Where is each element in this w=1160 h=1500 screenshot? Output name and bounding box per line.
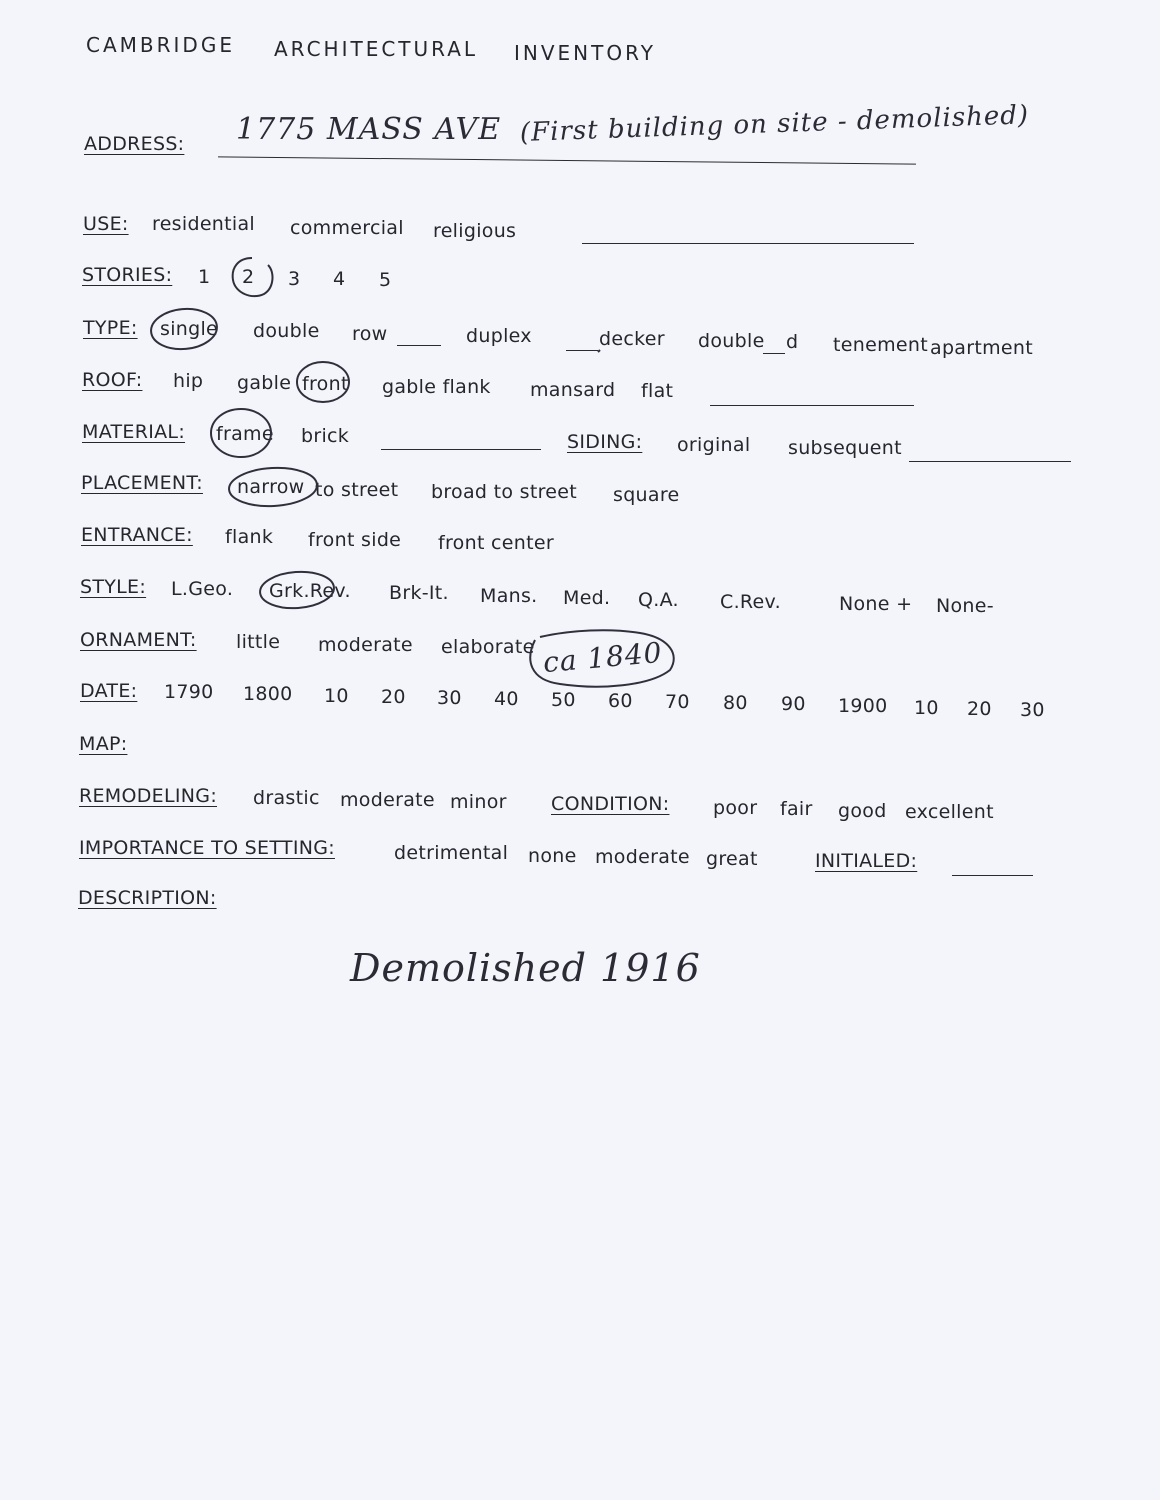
entrance-option-flank: flank — [225, 526, 274, 548]
date-option-1920: 20 — [967, 698, 992, 720]
placement-option-broad-to-street: broad to street — [431, 481, 578, 503]
style-option-none-minus: None- — [936, 595, 994, 617]
date-option-70: 70 — [665, 691, 690, 713]
roof-option-flat: flat — [641, 380, 674, 402]
roof-option-gable-flank: gable flank — [382, 376, 491, 398]
condition-option-fair: fair — [780, 798, 813, 820]
address-label: ADDRESS: — [84, 133, 185, 155]
material-label: MATERIAL: — [82, 421, 186, 443]
type-double-d-line — [763, 353, 785, 354]
form-title-cambridge: CAMBRIDGE — [86, 33, 235, 57]
placement-option-square: square — [613, 484, 680, 506]
style-label: STYLE: — [80, 576, 147, 598]
siding-other-line — [909, 461, 1071, 462]
date-handwritten-value: ca 1840 — [541, 635, 664, 680]
date-option-1910: 10 — [914, 697, 939, 719]
placement-option-to-street: to street — [315, 479, 399, 501]
remodeling-option-drastic: drastic — [253, 787, 320, 809]
type-row-tick-mark — [598, 350, 600, 352]
type-option-decker: decker — [599, 328, 665, 350]
use-label: USE: — [83, 213, 129, 235]
material-option-frame: frame — [216, 423, 274, 445]
roof-other-line — [710, 405, 914, 406]
condition-label: CONDITION: — [551, 793, 670, 815]
stories-option-2: 2 — [242, 266, 255, 288]
remodeling-label: REMODELING: — [79, 785, 218, 807]
material-other-line — [381, 449, 541, 450]
date-option-10: 10 — [324, 685, 349, 707]
roof-option-hip: hip — [173, 370, 204, 392]
roof-option-mansard: mansard — [530, 379, 616, 401]
style-option-mans: Mans. — [480, 585, 538, 607]
type-row-line — [397, 345, 441, 346]
date-option-40: 40 — [494, 688, 519, 710]
ornament-option-little: little — [236, 631, 281, 653]
siding-option-original: original — [677, 434, 751, 456]
stories-option-3: 3 — [288, 268, 301, 290]
ornament-option-elaborate: elaborate — [441, 636, 535, 658]
description-label: DESCRIPTION: — [78, 887, 217, 909]
placement-label: PLACEMENT: — [81, 472, 203, 494]
type-option-tenement: tenement — [833, 334, 928, 356]
date-option-60: 60 — [608, 690, 633, 712]
importance-option-great: great — [706, 848, 758, 870]
style-option-brk-it: Brk-It. — [389, 582, 449, 604]
type-option-row: row — [352, 323, 388, 345]
address-handwritten-value: 1775 MASS AVE — [236, 112, 502, 147]
style-option-l-geo: L.Geo. — [171, 578, 234, 600]
material-option-brick: brick — [301, 425, 350, 447]
date-option-80: 80 — [723, 692, 748, 714]
address-handwritten-note: (First building on site - demolished) — [519, 100, 1030, 148]
date-option-90: 90 — [781, 693, 806, 715]
style-option-c-rev: C.Rev. — [720, 591, 781, 613]
type-decker-line — [566, 350, 598, 351]
type-option-d: d — [786, 331, 799, 353]
type-option-single: single — [160, 318, 219, 340]
date-label: DATE: — [80, 680, 138, 702]
date-option-1790: 1790 — [164, 681, 214, 703]
condition-option-poor: poor — [713, 797, 758, 819]
use-other-line — [582, 243, 914, 244]
entrance-label: ENTRANCE: — [81, 524, 193, 546]
entrance-option-front-center: front center — [438, 532, 554, 554]
roof-option-gable: gable — [237, 372, 292, 394]
type-option-apartment: apartment — [930, 337, 1033, 359]
use-option-residential: residential — [152, 213, 256, 235]
style-option-grk-rev: Grk.Rev. — [269, 580, 351, 602]
importance-option-none: none — [528, 845, 577, 867]
importance-option-moderate: moderate — [595, 846, 690, 868]
roof-option-front: front — [302, 373, 349, 395]
date-option-20: 20 — [381, 686, 406, 708]
type-option-duplex: duplex — [466, 325, 532, 347]
map-label: MAP: — [79, 733, 128, 755]
date-option-1930: 30 — [1020, 699, 1045, 721]
condition-option-excellent: excellent — [905, 801, 994, 823]
description-handwritten-value: Demolished 1916 — [350, 946, 701, 990]
stories-option-4: 4 — [333, 268, 346, 290]
date-option-30: 30 — [437, 687, 462, 709]
stories-option-1: 1 — [198, 266, 211, 288]
address-line — [218, 156, 916, 164]
ornament-label: ORNAMENT: — [80, 629, 197, 651]
style-option-med: Med. — [563, 587, 611, 609]
placement-option-narrow: narrow — [237, 476, 305, 498]
condition-option-good: good — [838, 800, 887, 822]
roof-label: ROOF: — [82, 369, 143, 391]
style-option-q-a: Q.A. — [638, 589, 679, 611]
ornament-option-moderate: moderate — [318, 634, 413, 656]
use-option-commercial: commercial — [290, 217, 404, 239]
use-option-religious: religious — [433, 220, 517, 242]
type-option-double: double — [253, 320, 320, 342]
importance-option-detrimental: detrimental — [394, 842, 509, 864]
date-option-1900: 1900 — [838, 695, 888, 717]
remodeling-option-moderate: moderate — [340, 789, 435, 811]
siding-option-subsequent: subsequent — [788, 437, 902, 459]
type-label: TYPE: — [83, 317, 138, 339]
remodeling-option-minor: minor — [450, 791, 507, 813]
stories-label: STORIES: — [82, 264, 173, 286]
date-option-50: 50 — [551, 689, 576, 711]
type-option-double-d: double — [698, 330, 765, 352]
date-option-1800: 1800 — [243, 683, 293, 705]
importance-label: IMPORTANCE TO SETTING: — [79, 837, 335, 859]
style-option-none-plus: None + — [839, 593, 913, 615]
initialed-label: INITIALED: — [815, 850, 918, 872]
form-title-architectural: ARCHITECTURAL — [274, 37, 479, 61]
siding-label: SIDING: — [567, 431, 643, 453]
stories-option-5: 5 — [379, 269, 392, 291]
form-title-inventory: INVENTORY — [514, 41, 656, 65]
initialed-line — [952, 875, 1033, 876]
entrance-option-front-side: front side — [308, 529, 402, 551]
